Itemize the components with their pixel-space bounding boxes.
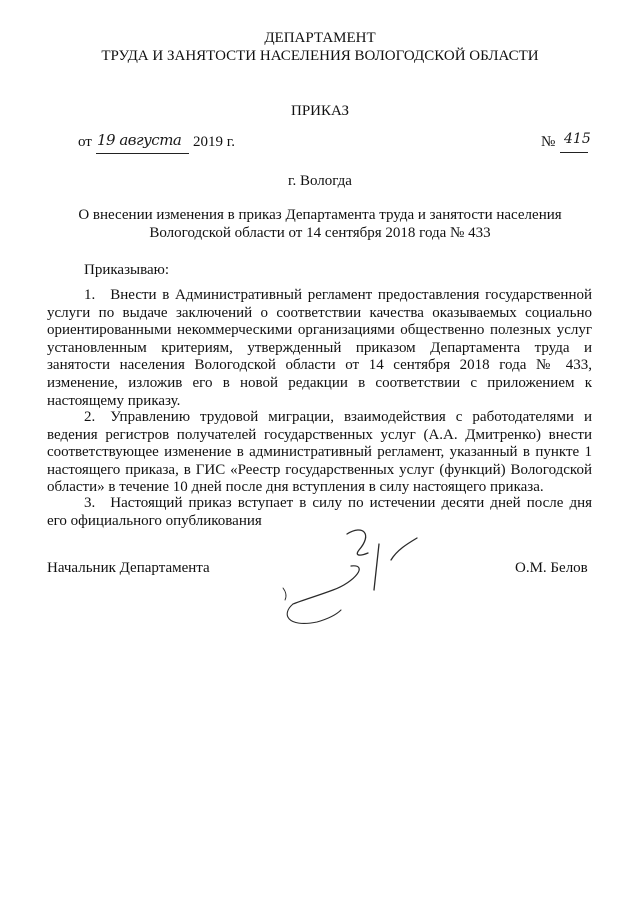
date-prefix: от (78, 134, 92, 150)
date-year: 2019 г. (193, 134, 235, 150)
handwritten-signature (275, 522, 450, 642)
number-handwritten: 415 (564, 131, 591, 147)
subject-line-2: Вологодской области от 14 сентября 2018 года № 433 (149, 225, 491, 241)
number-underline (560, 152, 588, 153)
subject-line-1: О внесении изменения в приказ Департамента труда и занятости населения (78, 207, 562, 223)
signer-name: О.М. Белов (515, 560, 588, 576)
department-subtitle: ТРУДА И ЗАНЯТОСТИ НАСЕЛЕНИЯ ВОЛОГОДСКОЙ ОБЛАСТИ (101, 48, 539, 64)
signer-position: Начальник Департамента (47, 560, 210, 576)
date-handwritten: 19 августа (97, 131, 182, 149)
order-item-1: 1. Внести в Административный регламент предоставления государственной услуги по выдаче заключений о соответствии качества оказываемых социально ориентированными некоммерческими организациями общественно полезных услуг установленным критериям, утвержденный приказом Департамента труда и занятости населения Вологодской области от 14 сентября 2018 года № 433, изменение, изложив его в новой редакции в соответствии с приложением к настоящему приказу. (47, 287, 592, 409)
date-underline (96, 153, 189, 154)
department-title: ДЕПАРТАМЕНТ (264, 30, 376, 46)
city: г. Вологда (288, 173, 352, 189)
document-type: ПРИКАЗ (291, 103, 349, 119)
order-item-3: 3. Настоящий приказ вступает в силу по истечении десяти дней после дня его официального опубликования (47, 495, 592, 529)
order-word: Приказываю: (84, 262, 169, 278)
order-item-2: 2. Управлению трудовой миграции, взаимодействия с работодателями и ведения регистров получателей государственных услуг (А.А. Дмитренко) внести соответствующее изменение в административный регламент, указанный в пункте 1 настоящего приказа, в ГИС «Реестр государственных услуг (функций) Вологодской области» в течение 10 дней после дня вступления в силу настоящего приказа. (47, 409, 592, 496)
number-prefix: № (541, 134, 556, 150)
